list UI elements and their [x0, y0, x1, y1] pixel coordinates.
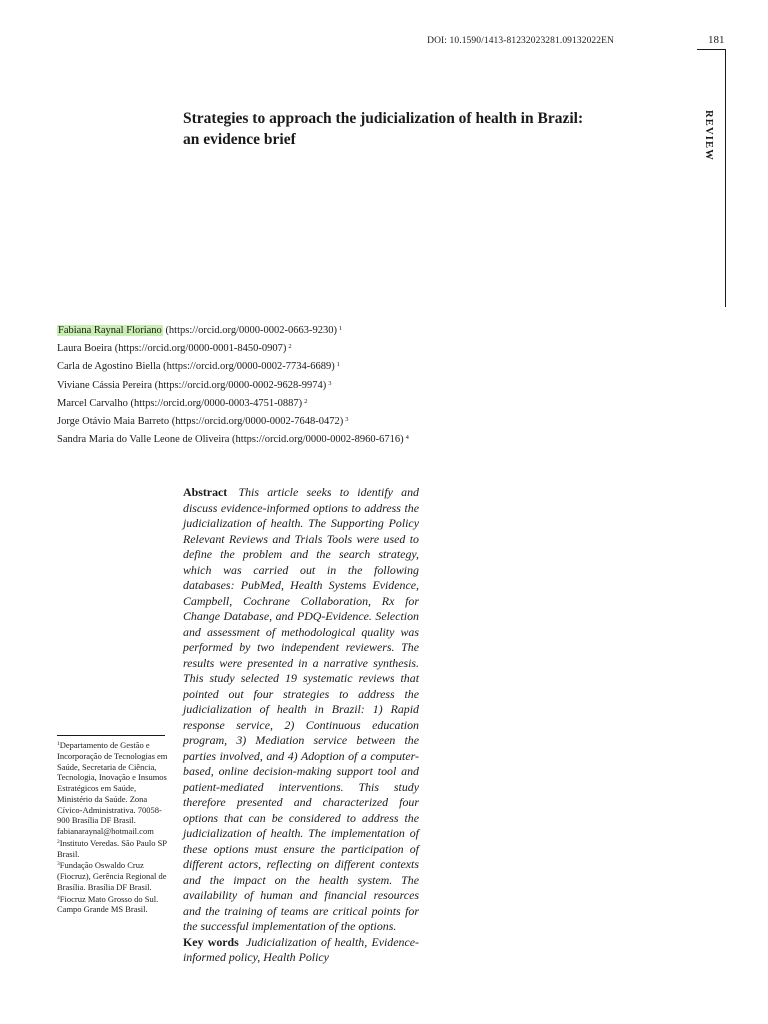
article-title: [183, 108, 623, 150]
author-orcid[interactable]: (https://orcid.org/0000-0003-4751-0887): [127, 397, 303, 409]
section-label: REVIEW: [703, 110, 714, 161]
keywords-label: Key words: [183, 934, 239, 949]
author-name: Carla de Agostino Biella: [57, 361, 161, 373]
author-orcid[interactable]: (https://orcid.org/0000-0002-9628-9974): [152, 379, 327, 391]
affiliation-text: Fiocruz Mato Grosso do Sul. Campo Grande MS Brasil.: [57, 893, 159, 915]
author-name: Marcel Carvalho: [57, 397, 128, 409]
abstract-text: This article seeks to identify and discuss evidence-informed options to address the judicialization of health. The Supporting Policy Relevant Reviews and Trials Tools were used to define the problem and the search strategy, which was carried out in the following databases: PubMed, Health Systems Evidence, Campbell, Cochrane Collaboration, Rx for Change Database, and PDQ-Evidence. Selection and assessment of methodological quality was performed by two independent reviewers. The results were presented in a narrative synthesis. This study selected 19 systematic reviews that pointed out four strategies to address the judicialization of health in Brazil: 1) Rapid response service, 2) Continuous education program, 3) Mediation service between the parties involved, and 4) Adoption of a computer-based, online decision-making support tool and patient-mediated interventions. This study therefore presented and characterized four options that can be considered to address the judicialization of health. The implementation of these options must ensure the participation of different actors, reflecting on different contexts and the impact on the health system. The availability of human and financial resources and the training of teams are critical points for the successful implementation of the options.: [183, 485, 419, 934]
author-name: Jorge Otávio Maia Barreto: [57, 416, 170, 428]
affiliation-number: 2: [57, 838, 60, 845]
author-orcid[interactable]: (https://orcid.org/0000-0001-8450-0907): [112, 343, 287, 355]
author-line: [57, 394, 657, 412]
author-affiliation-mark: 1: [336, 361, 340, 369]
affiliation-item: [57, 893, 169, 916]
author-line: [57, 339, 657, 357]
header-rule-vertical: [725, 49, 726, 307]
author-affiliation-mark: 1: [339, 325, 343, 332]
affiliation-number: 4: [57, 894, 60, 901]
affiliation-text: Instituto Veredas. São Paulo SP Brasil.: [57, 837, 167, 859]
author-list: [57, 321, 657, 448]
affiliation-rule: [57, 735, 165, 736]
author-name: Laura Boeira: [57, 343, 113, 355]
author-line: [57, 430, 657, 448]
affiliation-text: Fundação Oswaldo Cruz (Fiocruz), Gerência Regional de Brasília. Brasília DF Brasil.: [57, 860, 167, 892]
affiliation-item: [57, 859, 169, 892]
author-line: [57, 321, 657, 339]
abstract-body: [183, 485, 419, 935]
keywords-text: Judicialization of health, Evidence-informed policy, Health Policy: [183, 934, 419, 965]
author-line: [57, 412, 657, 430]
abstract-label: Abstract: [183, 485, 228, 499]
abstract: [183, 485, 419, 966]
author-name: Sandra Maria do Valle Leone de Oliveira: [57, 434, 230, 446]
title-line-2: an evidence brief: [183, 131, 296, 148]
author-affiliation-mark: 4: [405, 434, 409, 442]
author-affiliation-mark: 3: [345, 416, 349, 424]
author-orcid[interactable]: (https://orcid.org/0000-0002-7648-0472): [169, 416, 344, 428]
author-orcid[interactable]: (https://orcid.org/0000-0002-0663-9230): [162, 325, 338, 336]
author-name[interactable]: Fabiana Raynal Floriano: [58, 325, 162, 336]
page-number: 181: [708, 34, 725, 46]
author-affiliation-mark: 2: [288, 343, 292, 351]
author-line: [57, 357, 657, 375]
author-affiliation-mark: 2: [304, 397, 308, 405]
header-rule-horizontal: [697, 49, 725, 50]
author-name: Viviane Cássia Pereira: [57, 379, 153, 391]
affiliation-text: Departamento de Gestão e Incorporação de Tecnologias em Saúde, Secretaria de Ciência, Tecnologia, Inovação e Insumos Estratégicos em Saúde, Ministério da Saúde. Zona Cívico-Administrativa. 70058-900 Brasília DF Brasil. fabianaraynal@hotmail.com: [57, 740, 168, 836]
author-orcid[interactable]: (https://orcid.org/0000-0002-8960-6716): [229, 434, 404, 446]
title-line-1: Strategies to approach the judicialization of health in Brazil:: [183, 110, 584, 127]
keywords: [183, 935, 419, 966]
author-affiliation-mark: 3: [328, 379, 332, 387]
author-line: [57, 376, 657, 394]
doi: DOI: 10.1590/1413-81232023281.09132022EN: [427, 36, 614, 46]
affiliation-item: [57, 837, 169, 860]
affiliation-item: [57, 739, 169, 837]
affiliation-number: 3: [57, 861, 60, 868]
author-orcid[interactable]: (https://orcid.org/0000-0002-7734-6689): [160, 361, 335, 373]
affiliations: [57, 739, 169, 915]
affiliation-number: 1: [57, 741, 60, 747]
